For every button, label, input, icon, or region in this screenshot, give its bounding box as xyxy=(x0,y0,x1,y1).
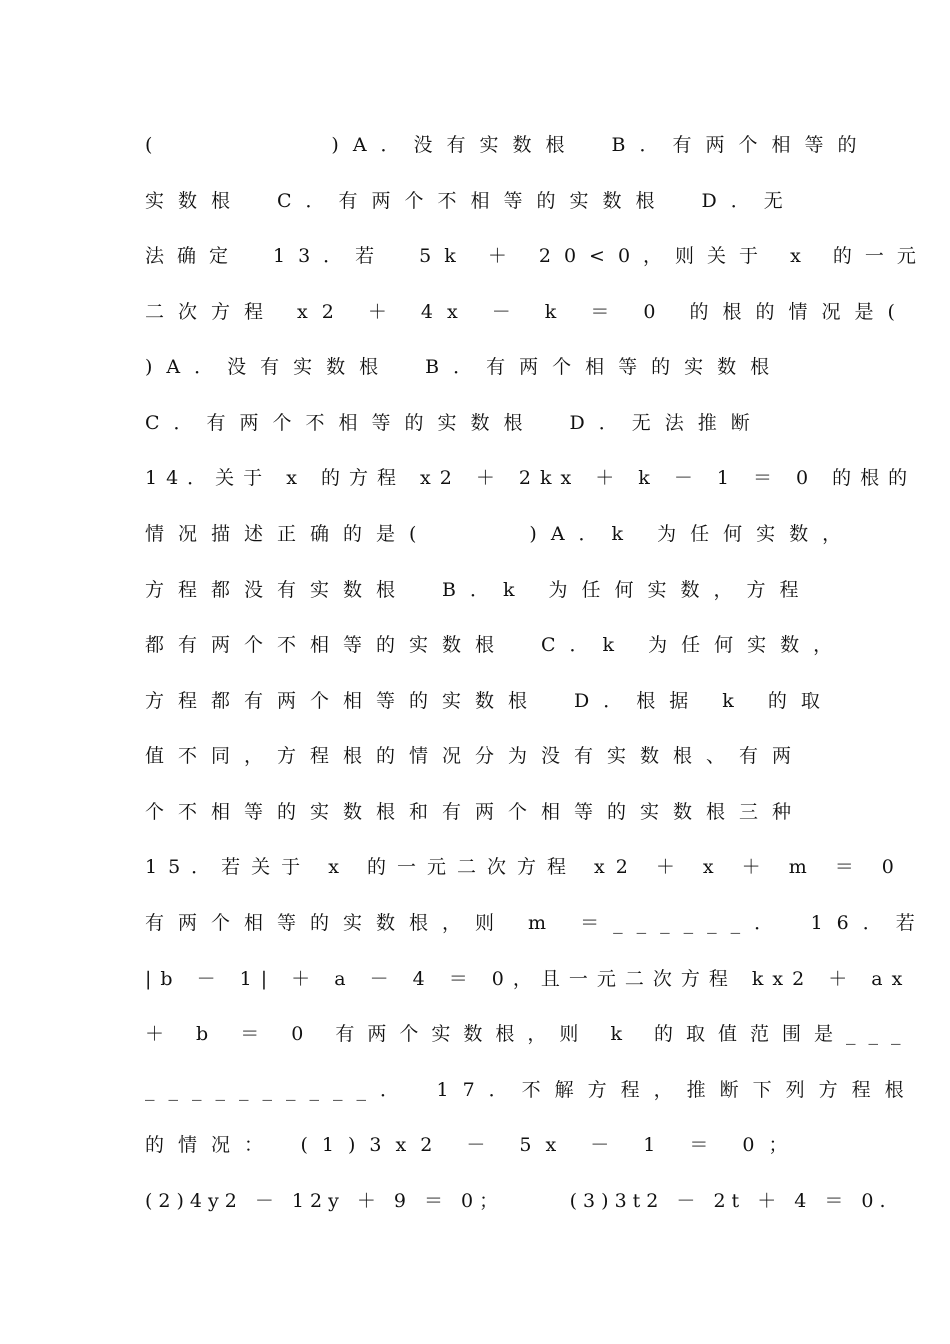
text-line: 二次方程 x2 ＋ 4x － k ＝ 0 的根的情况是( xyxy=(145,301,909,323)
text-line: __________． 17．不解方程，推断下列方程根 xyxy=(145,1079,918,1101)
text-line: |b － 1| ＋ a － 4 ＝ 0，且一元二次方程 kx2 ＋ ax xyxy=(145,968,912,990)
text-line: 值不同，方程根的情况分为没有实数根、有两 xyxy=(145,745,806,767)
text-line: 法确定 13．若 5k ＋ 20<0，则关于 x 的一元 xyxy=(145,245,929,267)
text-line: ( )A．没有实数根 B．有两个相等的 xyxy=(145,134,871,156)
text-line: 都有两个不相等的实数根 C．k 为任何实数， xyxy=(145,634,847,656)
text-line: 15．若关于 x 的一元二次方程 x2 ＋ x ＋ m ＝ 0 xyxy=(145,856,905,878)
text-line: 有两个相等的实数根，则 m ＝______． 16．若 xyxy=(145,912,929,934)
text-line: 个不相等的实数根和有两个相等的实数根三种 xyxy=(145,801,806,823)
text-line: C．有两个不相等的实数根 D．无法推断 xyxy=(145,412,764,434)
text-line: 实数根 C．有两个不相等的实数根 D．无 xyxy=(145,190,797,212)
text-line: 14．关于 x 的方程 x2 ＋ 2kx ＋ k － 1 ＝ 0 的根的 xyxy=(145,467,917,489)
text-line: 方程都没有实数根 B．k 为任何实数，方程 xyxy=(145,579,813,601)
text-line: (2)4y2 － 12y ＋ 9 ＝ 0； (3)3t2 － 2t ＋ 4 ＝ 0. xyxy=(145,1190,892,1212)
text-line: ＋ b ＝ 0 有两个实数根，则 k 的取值范围是___ xyxy=(145,1023,914,1045)
text-line: 的情况： (1)3x2 － 5x － 1 ＝ 0； xyxy=(145,1134,802,1156)
text-line: 方程都有两个相等的实数根 D．根据 k 的取 xyxy=(145,690,834,712)
text-line: 情况描述正确的是( )A．k 为任何实数， xyxy=(145,523,856,545)
text-line: )A．没有实数根 B．有两个相等的实数根 xyxy=(145,356,784,378)
